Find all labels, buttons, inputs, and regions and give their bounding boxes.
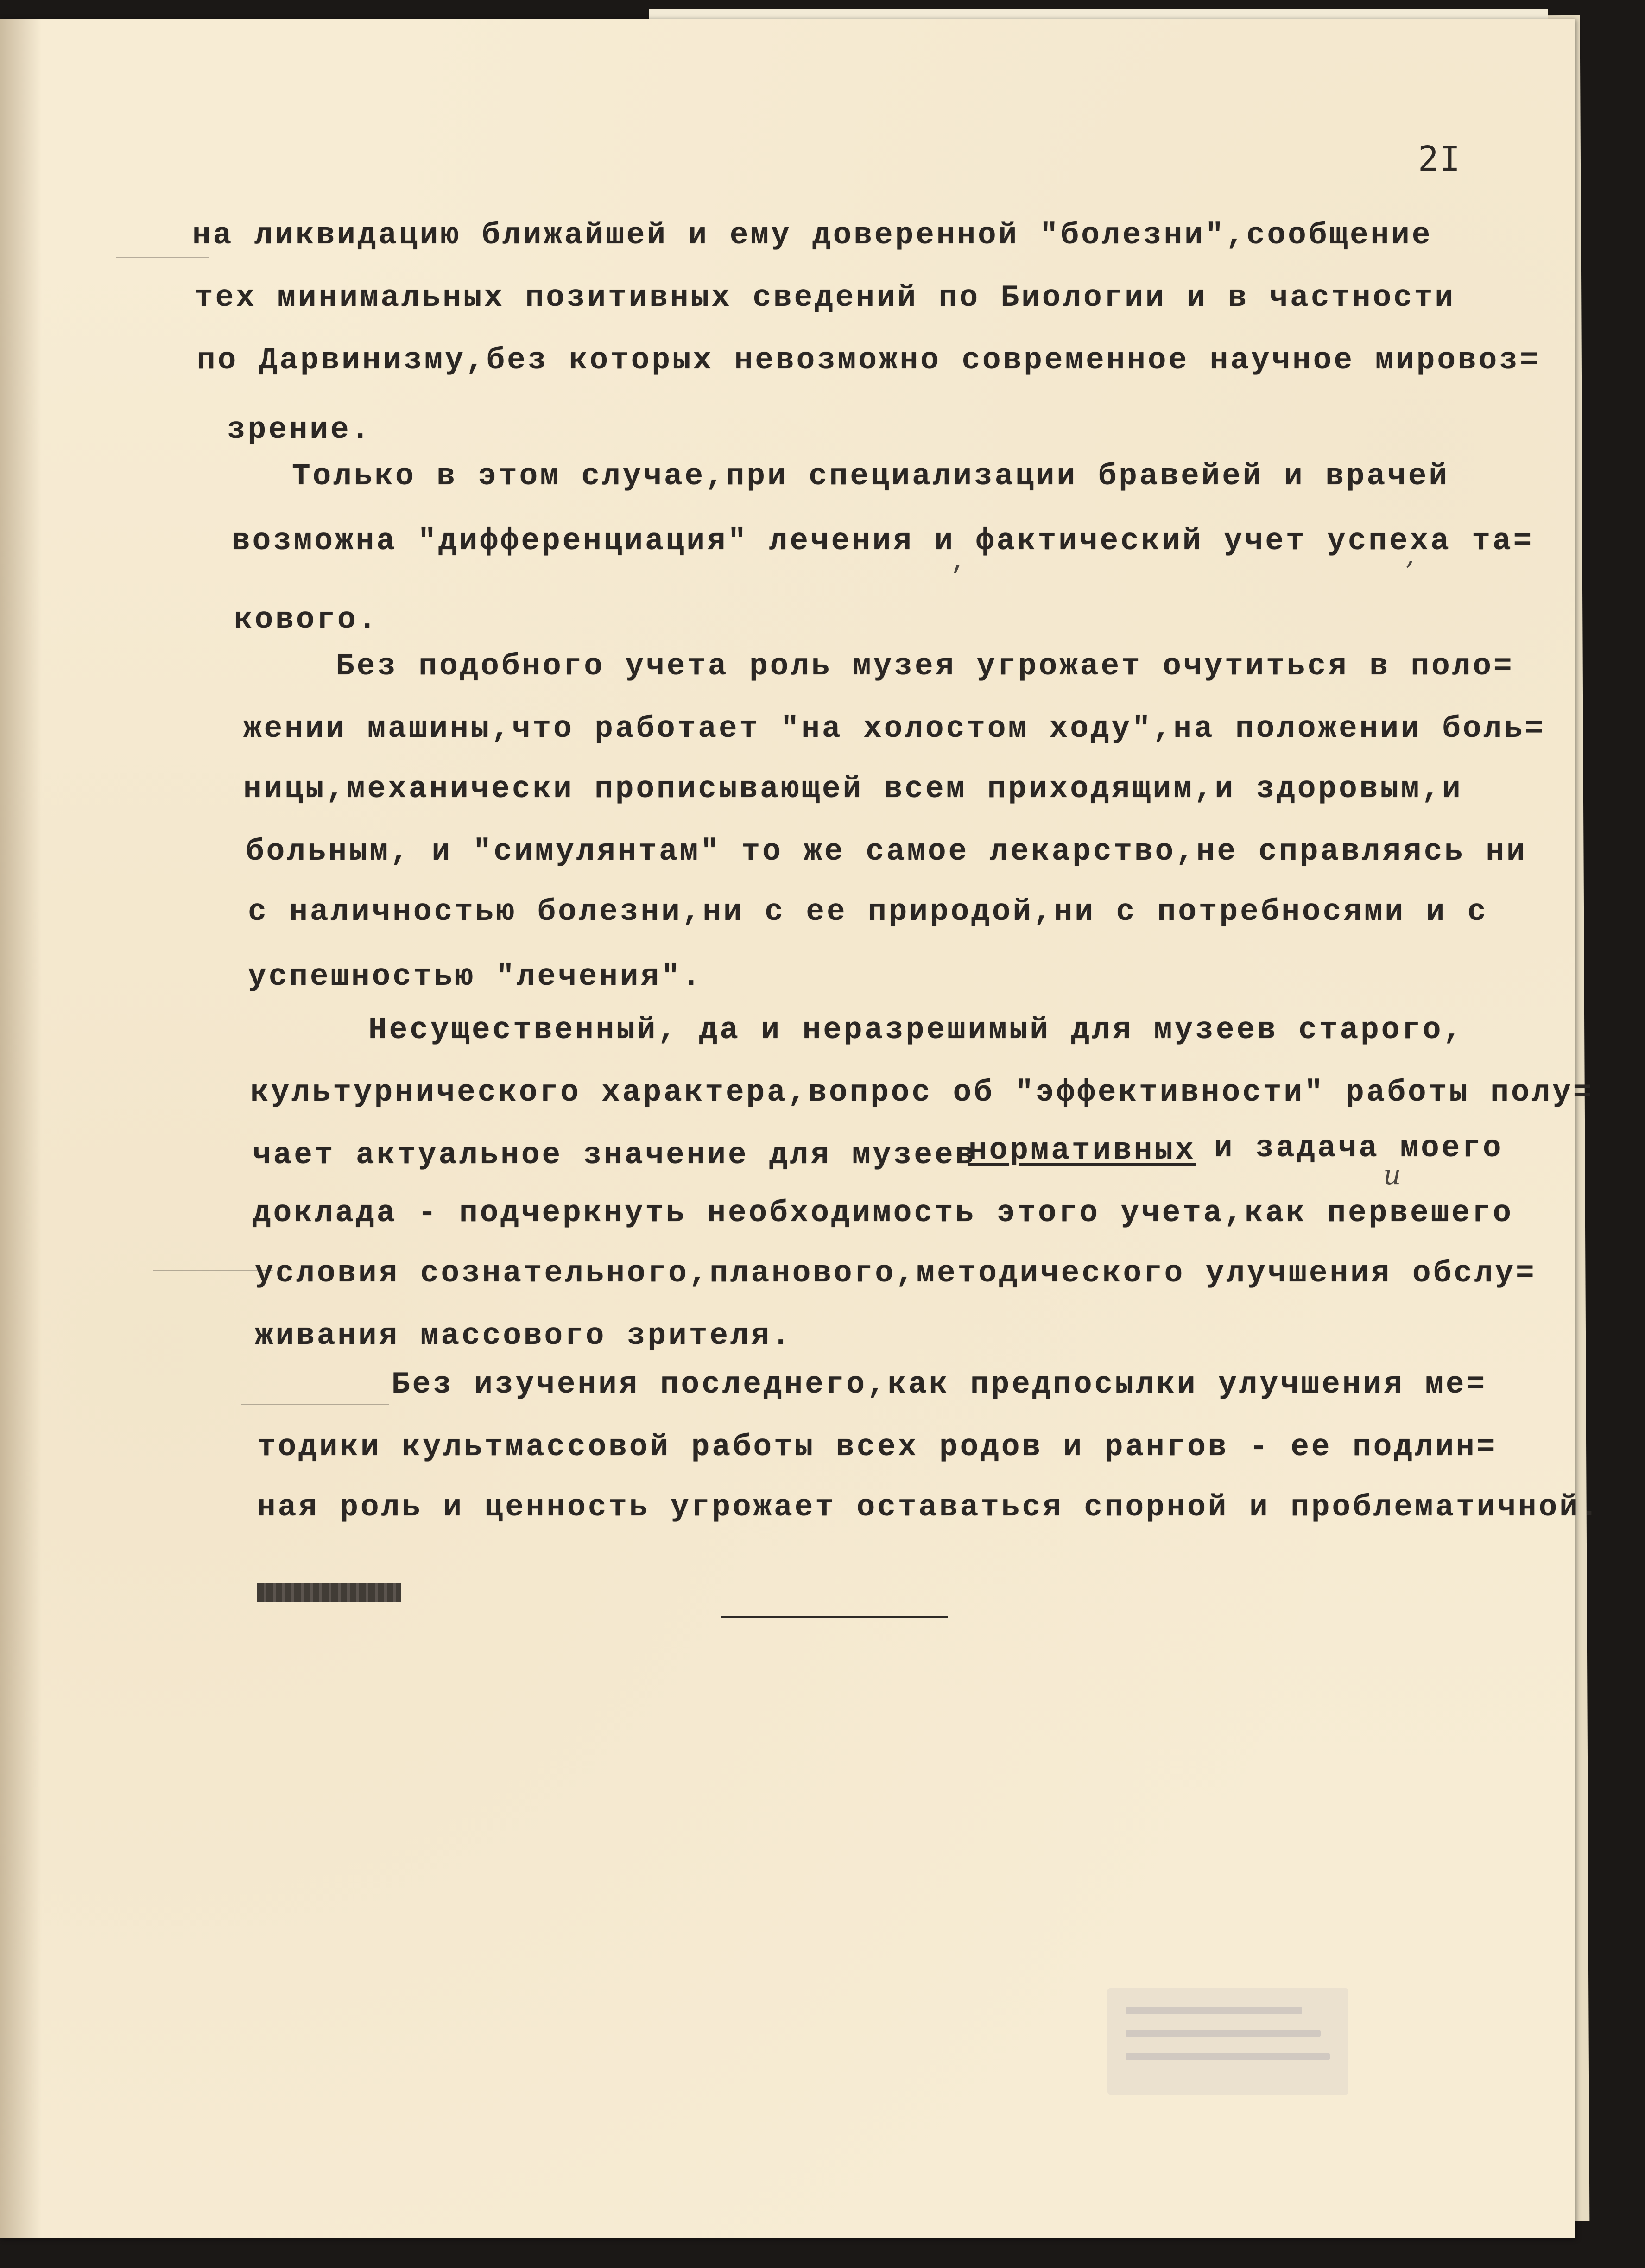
faded-archive-stamp	[1107, 1988, 1348, 2095]
closing-rule	[721, 1616, 948, 1618]
text-line: ницы,механически прописывающей всем приходящим,и здоровым,и	[243, 772, 1463, 806]
margin-line	[116, 257, 209, 258]
text-line: живания массового зрителя.	[255, 1318, 792, 1353]
text-line: кового.	[234, 602, 379, 637]
pencil-tick: ʼ	[1404, 556, 1413, 589]
binding-shadow	[0, 19, 42, 2238]
text-line: культурнического характера,вопрос об "эффективности" работы полу=	[250, 1075, 1594, 1110]
struck-out-text	[257, 1583, 401, 1602]
text-line: возможна "дифференциация" лечения и фактический учет успеха та=	[232, 524, 1534, 558]
text-line: ная роль и ценность угрожает оставаться спорной и проблематичной.	[257, 1490, 1601, 1525]
text-line: тодики культмассовой работы всех родов и рангов - ее подлин=	[257, 1430, 1498, 1464]
pencil-tick: ʹ	[952, 561, 962, 599]
margin-line	[241, 1404, 389, 1405]
text-line: Без подобного учета роль музея угрожает очутиться в поло=	[336, 649, 1514, 684]
text-line: зрение.	[227, 412, 372, 447]
text-line: Без изучения последнего,как предпосылки улучшения ме=	[392, 1367, 1487, 1402]
underlined-word: нормативных	[968, 1133, 1196, 1168]
stamp-line	[1126, 2030, 1321, 2037]
text-line: больным, и "симулянтам" то же самое лекарство,не справляясь ни	[246, 834, 1527, 869]
text-line: успешностью "лечения".	[248, 959, 703, 994]
text-line: с наличностью болезни,ни с ее природой,ни с потребносями и с	[248, 894, 1488, 929]
text-line: чает актуальное значение для музеев	[253, 1138, 976, 1172]
stamp-line	[1126, 2007, 1302, 2014]
text-line: Несущественный, да и неразрешимый для музеев старого,	[368, 1013, 1464, 1047]
text-line: Только в этом случае,при специализации бравейей и врачей	[292, 459, 1449, 494]
page-number: 2I	[1418, 139, 1462, 179]
text-line: условия сознательного,планового,методического улучшения обслу=	[255, 1256, 1537, 1291]
text-line: и задача моего	[1214, 1131, 1504, 1166]
text-line: жении машины,что работает "на холостом ходу",на положении боль=	[243, 711, 1546, 746]
text-line: тех минимальных позитивных сведений по Биологии и в частности	[195, 280, 1455, 315]
text-line: по Дарвинизму,без которых невозможно современное научное мировоз=	[197, 343, 1541, 378]
text-line: доклада - подчеркнуть необходимость этого учета,как первешего	[253, 1196, 1513, 1230]
text-line: на ликвидацию ближайшей и ему доверенной "болезни",сообщение	[192, 218, 1433, 253]
stamp-line	[1126, 2053, 1330, 2060]
handwritten-correction: и	[1383, 1159, 1401, 1191]
